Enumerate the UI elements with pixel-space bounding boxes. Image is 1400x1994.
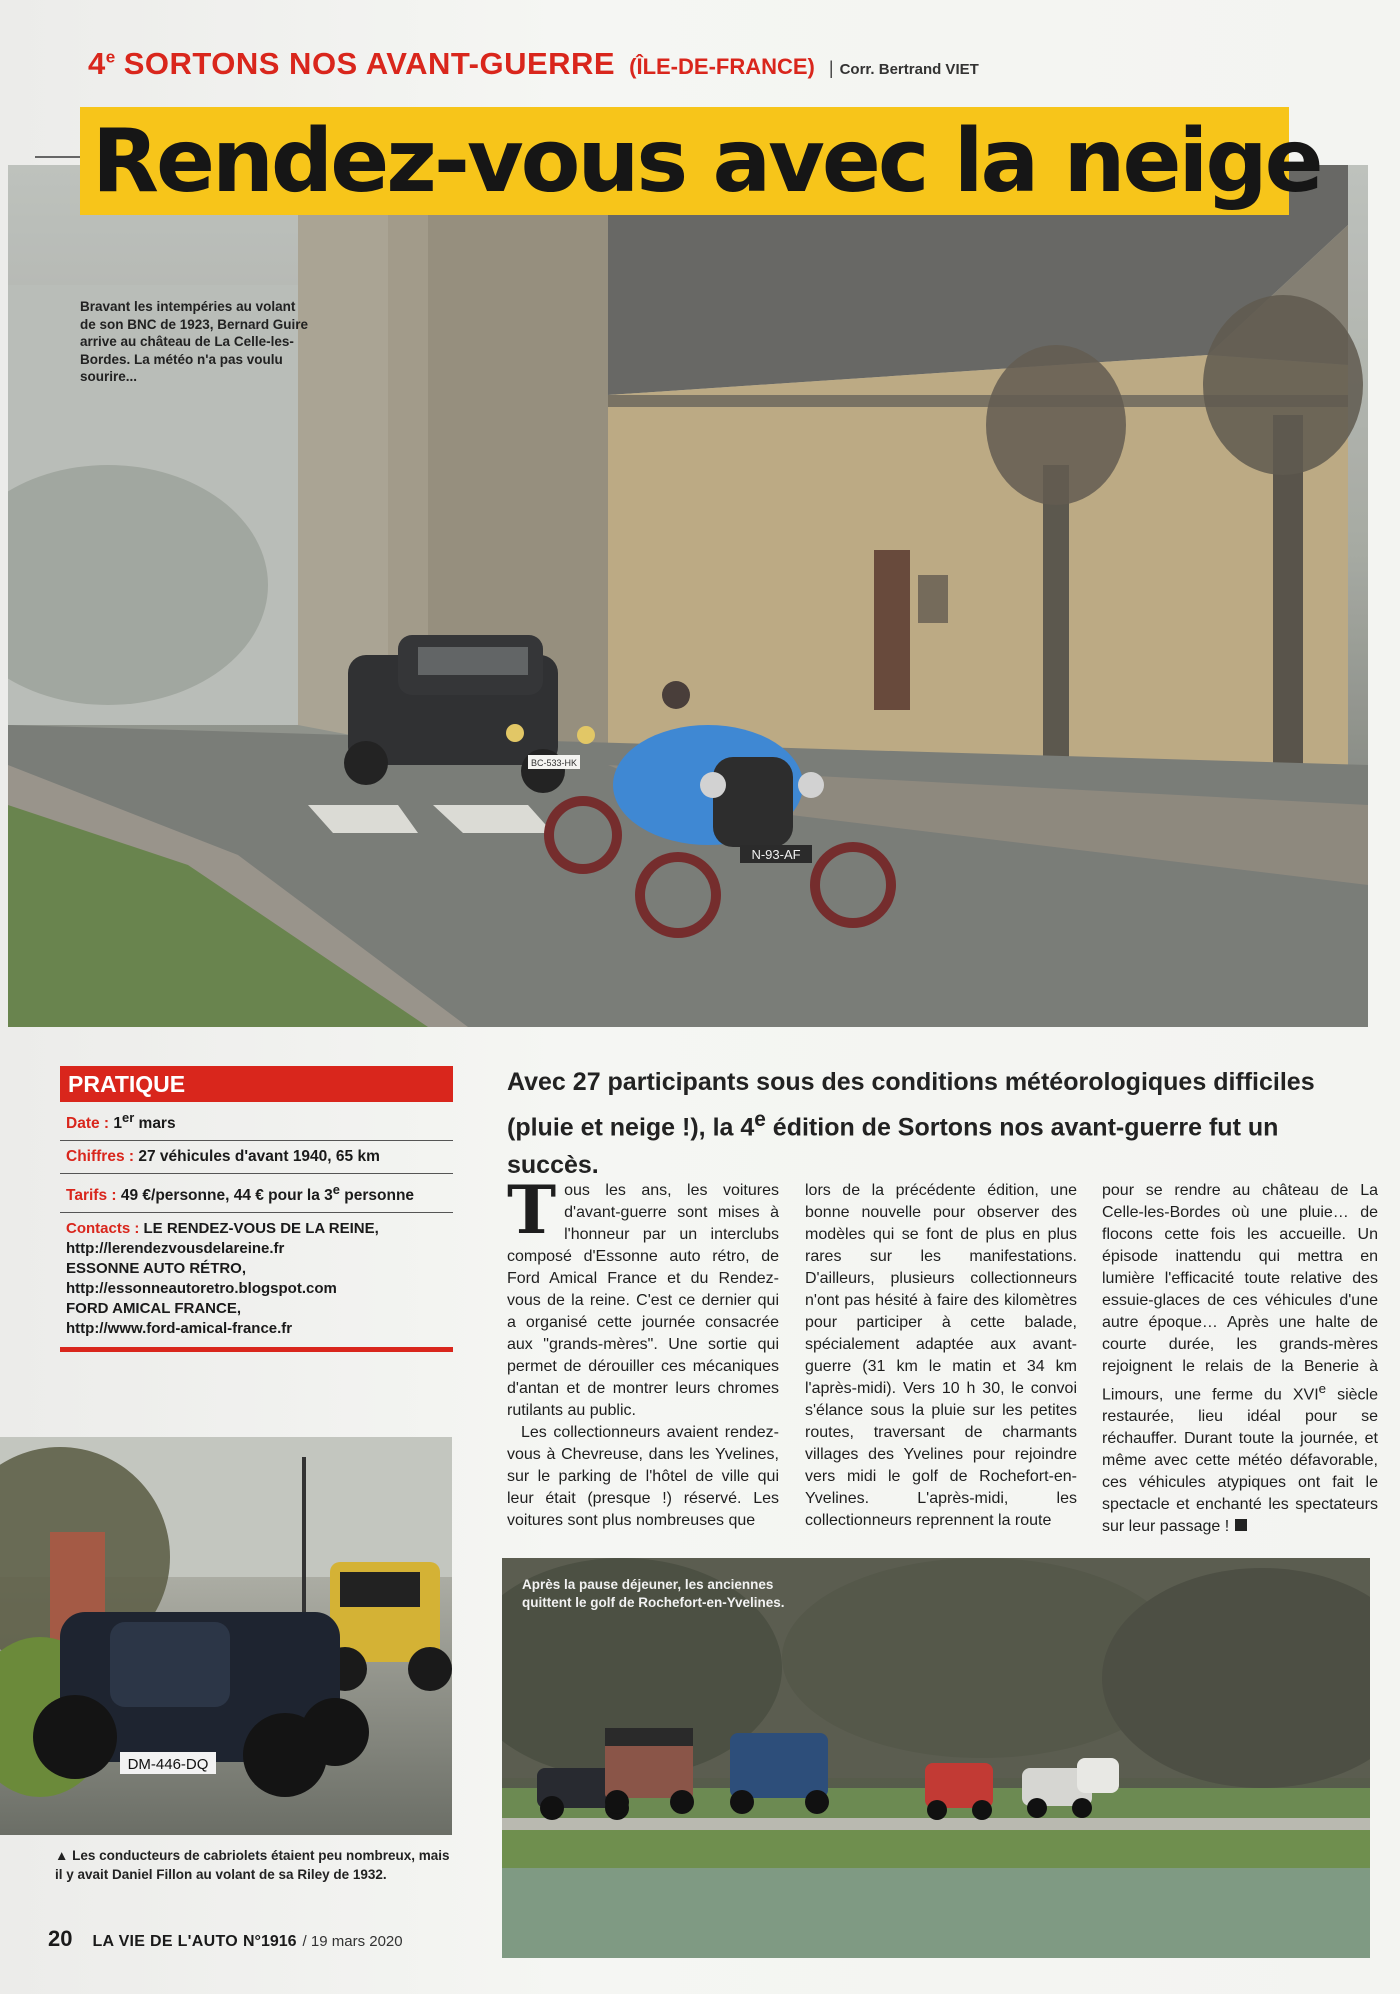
info-row-date: Date : 1er mars <box>60 1102 453 1141</box>
riley-plate: DM-446-DQ <box>127 1756 209 1773</box>
end-of-article-mark <box>1235 1519 1247 1531</box>
edition-number: 4e <box>88 46 116 81</box>
info-row-chiffres: Chiffres : 27 véhicules d'avant 1940, 65 km <box>60 1141 453 1174</box>
practical-info-box <box>60 1066 453 1352</box>
golf-photo-caption: Après la pause déjeuner, les anciennes quittent le golf de Rochefort-en-Yvelines. <box>522 1577 785 1610</box>
plate-back: BC-533-HK <box>530 758 578 768</box>
contact-link[interactable]: http://lerendezvousdelareine.fr <box>66 1240 285 1258</box>
article-column-3: pour se rendre au château de La Celle-les-Bordes où une pluie… de flocons cette fois les accueille. Un épisode inattendu qui mettra en lumière l'efficacité toute relative des essuie-glaces de ces véhicules d'une autre époque… Après une halte de courte durée, les grands-mères rejoignent le relais de la Benerie à Limours, une ferme du XVIe siècle restaurée, lieu idéal pour se réchauffer. Durant toute la journée, et même avec cette météo défavorable, ces véhicules atypiques ont fait le spectacle et enchanté les spectateurs sur leur passage ! <box>1102 1182 1378 1536</box>
info-row-tarifs: Tarifs : 49 €/personne, 44 € pour la 3e personne <box>60 1174 453 1213</box>
plate-front: N-93-AF <box>751 847 801 862</box>
hero-photo-illustration <box>8 165 1368 1027</box>
hero-photo <box>8 165 1368 1027</box>
headline: Rendez-vous avec la neige <box>92 110 1321 212</box>
article-column-2: lors de la précédente édition, une bonne nouvelle pour observer des modèles qui se font de plus en plus rares sur les manifestations. D'ailleurs, plusieurs collectionneurs n'ont pas hésité à faire des kilomètres pour participer à cette balade, spécialement adaptée aux avant-guerre (31 km le matin et 34 km l'après-midi). Vers 10 h 30, le convoi s'élance sous la pluie sur les petites routes, traversant de charmants villages des Yvelines pour rejoindre vers midi le golf de Rochefort-en-Yvelines. L'après-midi, les collectionneurs reprennent la route <box>805 1182 1077 1529</box>
info-row-contacts: Contacts : LE RENDEZ-VOUS DE LA REINE, http://lerendezvousdelareine.fr ESSONNE AUTO RÉTRO, http://essonneautoretro.blogspot.com FORD AMICAL FRANCE, http://www.ford-amical-france.fr <box>60 1213 453 1352</box>
correspondent-credit: Corr. Bertrand VIET <box>839 61 979 78</box>
page-number: 20 <box>48 1926 73 1951</box>
riley-photo <box>0 1437 452 1835</box>
section-kicker <box>88 46 979 86</box>
riley-photo-caption: ▲ Les conducteurs de cabriolets étaient peu nombreux, mais il y avait Daniel Fillon au volant de sa Riley de 1932. <box>55 1848 450 1882</box>
page-footer <box>48 1926 403 1952</box>
headline-band <box>80 107 1321 215</box>
drop-cap: T <box>507 1171 557 1249</box>
region-label: (ÎLE-DE-FRANCE) <box>629 54 815 79</box>
issue-number: N°1916 <box>243 1933 297 1950</box>
decorative-rule <box>35 156 85 158</box>
article-lead: Avec 27 participants sous des conditions météorologiques difficiles (pluie et neige !), la 4e édition de Sortons nos avant-guerre fut un succès. <box>507 1068 1315 1180</box>
series-name: SORTONS NOS AVANT-GUERRE <box>123 46 616 81</box>
riley-photo-illustration <box>0 1437 452 1835</box>
issue-date: / 19 mars 2020 <box>302 1933 403 1950</box>
hero-caption: Bravant les intempéries au volant de son BNC de 1923, Bernard Guire arrive au château de La Celle-les-Bordes. La météo n'a pas voulu sourire... <box>80 299 309 384</box>
golf-departure-photo <box>502 1558 1370 1958</box>
practical-info-title: PRATIQUE <box>60 1066 453 1102</box>
golf-photo-illustration <box>502 1558 1370 1958</box>
separator: | <box>828 58 834 78</box>
magazine-name: LA VIE DE L'AUTO <box>92 1933 238 1950</box>
contact-link[interactable]: http://www.ford-amical-france.fr <box>66 1320 293 1338</box>
article-column-1: Tous les ans, les voitures d'avant-guerre sont mises à l'honneur par un interclubs composé d'Essonne auto rétro, de Ford Amical France et du Rendez-vous de la reine. C'est ce dernier qui a organisé cette journée consacrée aux "grands-mères". Une sortie qui permet de dérouiller ces mécaniques d'antan et de montrer leurs chromes rutilants au public. Les collectionneurs avaient rendez-vous à Chevreuse, dans les Yvelines, sur le parking de l'hôtel de ville qui leur était (presque !) réservé. Les voitures sont plus nombreuses que <box>507 1171 779 1529</box>
contact-link[interactable]: http://essonneautoretro.blogspot.com <box>66 1280 337 1298</box>
